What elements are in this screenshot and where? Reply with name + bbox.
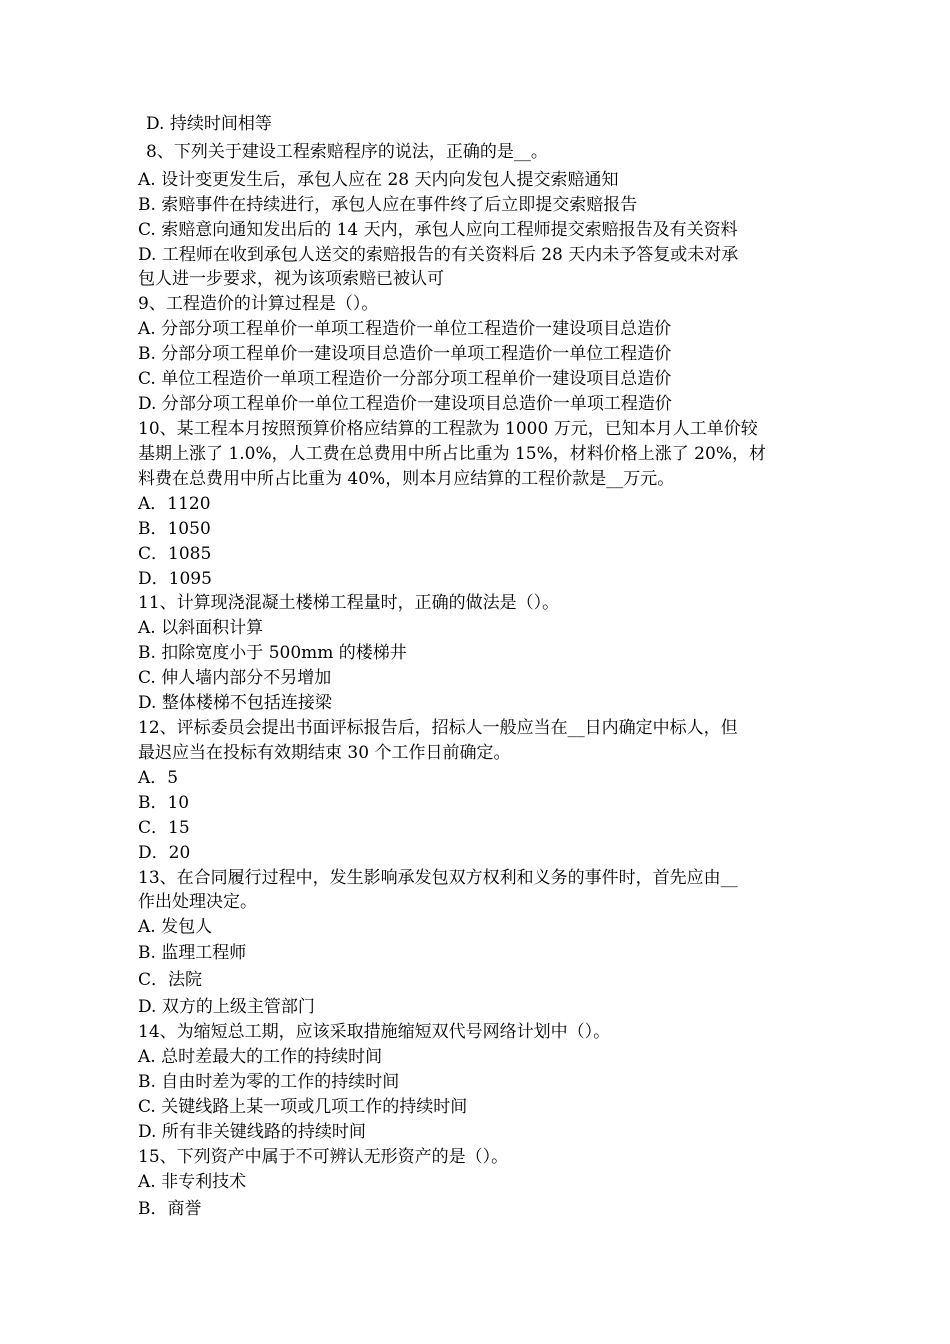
text-line: D. 分部分项工程单价一单位工程造价一建设项目总造价一单项工程造价 (138, 394, 672, 414)
text-line: B. 扣除宽度小于 500mm 的楼梯井 (138, 643, 407, 663)
text-line: A. 总时差最大的工作的持续时间 (138, 1047, 383, 1067)
text-line: 料费在总费用中所占比重为 40%，则本月应结算的工程价款是__万元。 (138, 469, 675, 489)
text-line: B．1050 (138, 519, 211, 539)
text-line: A. 设计变更发生后，承包人应在 28 天内向发包人提交索赔通知 (138, 170, 619, 190)
text-line: D. 所有非关键线路的持续时间 (138, 1122, 366, 1142)
text-line: D．1095 (138, 569, 212, 589)
text-line: C．1085 (138, 544, 212, 564)
text-line: 12、评标委员会提出书面评标报告后，招标人一般应当在__日内确定中标人，但 (138, 718, 738, 738)
text-line: 11、计算现浇混凝土楼梯工程量时，正确的做法是（）。 (138, 593, 560, 613)
text-line: A．1120 (138, 494, 211, 514)
text-line: B. 监理工程师 (138, 943, 247, 963)
text-line: 9、工程造价的计算过程是（）。 (138, 294, 379, 314)
text-line: C．15 (138, 818, 190, 838)
text-line: B．商誉 (138, 1199, 202, 1219)
text-line: C．法院 (138, 970, 203, 990)
text-line: 8、下列关于建设工程索赔程序的说法，正确的是__。 (146, 142, 548, 162)
text-line: 13、在合同履行过程中，发生影响承发包双方权利和义务的事件时，首先应由__ (138, 868, 738, 888)
text-line: 10、某工程本月按照预算价格应结算的工程款为 1000 万元，已知本月人工单价较 (138, 419, 758, 439)
text-line: A. 以斜面积计算 (138, 618, 264, 638)
text-line: C. 单位工程造价一单项工程造价一分部分项工程单价一建设项目总造价 (138, 369, 672, 389)
text-line: B. 索赔事件在持续进行，承包人应在事件终了后立即提交索赔报告 (138, 195, 638, 215)
text-line: D. 工程师在收到承包人送交的索赔报告的有关资料后 28 天内未予答复或未对承 (138, 245, 739, 265)
text-line: A. 分部分项工程单价一单项工程造价一单位工程造价一建设项目总造价 (138, 319, 672, 339)
text-line: A. 非专利技术 (138, 1172, 247, 1192)
text-line: C. 伸人墙内部分不另增加 (138, 668, 332, 688)
text-line: 基期上涨了 1.0%，人工费在总费用中所占比重为 15%，材料价格上涨了 20%，材 (138, 444, 766, 464)
text-line: B．10 (138, 793, 190, 813)
text-line: 14、为缩短总工期，应该采取措施缩短双代号网络计划中（）。 (138, 1022, 611, 1042)
text-line: B. 分部分项工程单价一建设项目总造价一单项工程造价一单位工程造价 (138, 344, 672, 364)
text-line: D. 整体楼梯不包括连接梁 (138, 693, 332, 713)
text-line: B. 自由时差为零的工作的持续时间 (138, 1072, 400, 1092)
text-line: 15、下列资产中属于不可辨认无形资产的是（）。 (138, 1147, 509, 1167)
text-line: D. 持续时间相等 (146, 114, 272, 134)
text-line: C. 关键线路上某一项或几项工作的持续时间 (138, 1097, 468, 1117)
text-line: D．20 (138, 843, 191, 863)
text-line: A. 发包人 (138, 917, 213, 937)
text-line: 最迟应当在投标有效期结束 30 个工作日前确定。 (138, 743, 511, 763)
text-line: 包人进一步要求，视为该项索赔已被认可 (138, 269, 444, 289)
text-line: C. 索赔意向通知发出后的 14 天内，承包人应向工程师提交索赔报告及有关资料 (138, 220, 738, 240)
text-line: D. 双方的上级主管部门 (138, 997, 315, 1017)
text-line: A．5 (138, 768, 179, 788)
text-line: 作出处理决定。 (138, 892, 257, 912)
